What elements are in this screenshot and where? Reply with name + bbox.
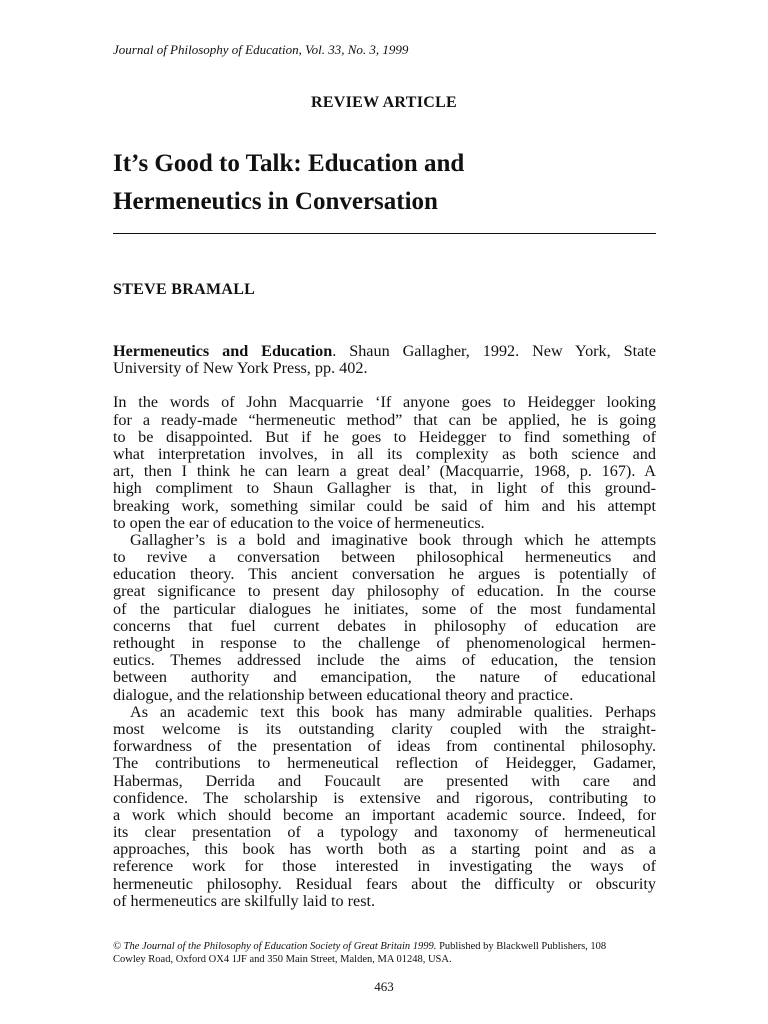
paragraph [113, 394, 656, 532]
text-line: its clear presentation of a typology and taxonomy of hermeneutical [113, 823, 656, 842]
footnote-copyright: © The Journal of the Philosophy of Education Society of Great Britain 1999. [113, 941, 437, 952]
text-line: forwardness of the presentation of ideas from continental philosophy. [113, 737, 656, 756]
text-line: In the words of John Macquarrie ‘If anyone goes to Heidegger looking [113, 393, 656, 412]
text-line: reference work for those interested in investigating the ways of [113, 857, 656, 876]
title-line: It’s Good to Talk: Education and [113, 150, 465, 177]
title-line: Hermeneutics in Conversation [113, 188, 438, 215]
book-citation-line: University of New York Press, pp. 402. [113, 359, 368, 378]
book-citation-line [113, 343, 656, 360]
paragraph [113, 704, 656, 910]
text-line: to revive a conversation between philosophical hermeneutics and [113, 548, 656, 567]
page-number: 463 [374, 979, 394, 994]
copyright-footnote [113, 940, 656, 966]
text-line: education theory. This ancient conversation he argues is potentially of [113, 565, 656, 584]
text-line: approaches, this book has worth both as a starting point and as a [113, 840, 656, 859]
text-line: art, then I think he can learn a great deal’ (Macquarrie, 1968, p. 167). A [113, 462, 656, 481]
text-line: high compliment to Shaun Gallagher is that, in light of this ground- [113, 479, 656, 498]
journal-citation-header: Journal of Philosophy of Education, Vol. 33, No. 3, 1999 [113, 42, 409, 57]
text-line: Habermas, Derrida and Foucault are presented with care and [113, 771, 656, 790]
title-divider [113, 233, 656, 234]
text-line: what interpretation involves, in all its complexity as both science and [113, 444, 656, 463]
article-body [113, 343, 656, 910]
footnote-line: Cowley Road, Oxford OX4 1JF and 350 Main Street, Malden, MA 01248, USA. [113, 954, 452, 965]
text-line: a work which should become an important academic source. Indeed, for [113, 805, 656, 824]
text-line: to be disappointed. But if he goes to Heidegger to find something of [113, 427, 656, 446]
footnote-line [113, 940, 656, 953]
text-line: The contributions to hermeneutical reflection of Heidegger, Gadamer, [113, 754, 656, 773]
text-line: of hermeneutics are skilfully laid to rest. [113, 891, 376, 910]
section-label: REVIEW ARTICLE [310, 94, 458, 111]
book-title: Hermeneutics and Education [113, 342, 333, 360]
text-line: rethought in response to the challenge of phenomenological hermen- [113, 634, 656, 652]
text-line: hermeneutic philosophy. Residual fears about the difficulty or obscurity [113, 874, 656, 893]
footnote-publisher: Published by Blackwell Publishers, 108 [436, 941, 607, 952]
text-line: As an academic text this book has many admirable qualities. Perhaps [130, 702, 656, 721]
text-line: Gallagher’s is a bold and imaginative book through which he attempts [130, 530, 656, 549]
review-paragraphs [113, 394, 656, 910]
text-line: to open the ear of education to the voice of hermeneutics. [113, 513, 485, 532]
text-line: of the particular dialogues he initiates, some of the most fundamental [113, 599, 656, 618]
paragraph [113, 532, 656, 704]
text-line: dialogue, and the relationship between educational theory and practice. [113, 685, 574, 704]
text-line: eutics. Themes addressed include the aims of education, the tension [113, 651, 656, 670]
author-name: STEVE BRAMALL [113, 281, 256, 298]
article-title [113, 145, 673, 221]
citation-details: . Shaun Gallagher, 1992. New York, State [332, 342, 657, 360]
text-line: great significance to present day philosophy of education. In the course [113, 582, 656, 601]
text-line: concerns that fuel current debates in philosophy of education are [113, 616, 656, 635]
text-line: confidence. The scholarship is extensive and rigorous, contributing to [113, 788, 656, 807]
text-line: for a ready-made “hermeneutic method” that can be applied, he is going [113, 410, 656, 429]
text-line: between authority and emancipation, the nature of educational [113, 668, 656, 687]
text-line: breaking work, something similar could be said of him and his attempt [113, 496, 656, 515]
paragraph-gap [113, 377, 656, 394]
text-line: most welcome is its outstanding clarity coupled with the straight- [113, 719, 656, 738]
